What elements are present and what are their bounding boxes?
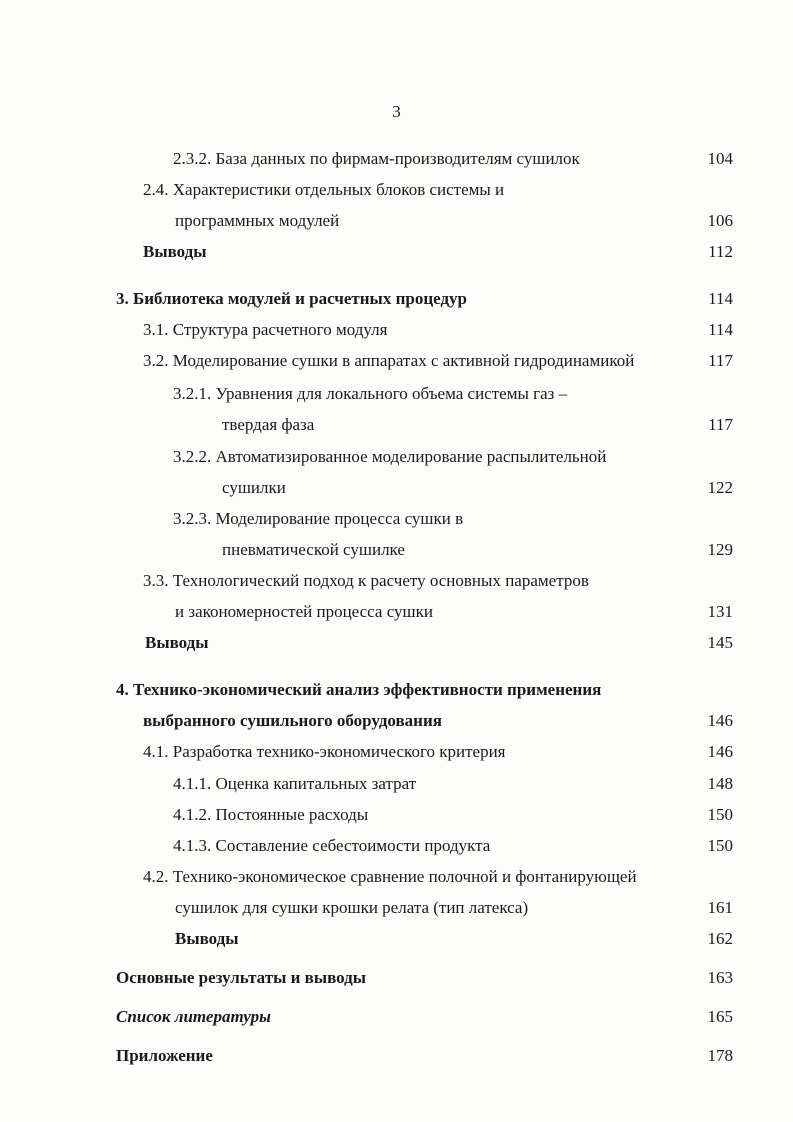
toc-entry-page: 165	[707, 1007, 733, 1026]
toc-entry-page: 129	[707, 540, 733, 559]
toc-entry-page: 161	[707, 898, 733, 917]
toc-entry-title-continued: пневматической сушилке	[222, 540, 405, 559]
toc-entry-title: 4.1.1. Оценка капитальных затрат	[173, 774, 417, 793]
toc-entry-page: 146	[707, 742, 733, 761]
toc-entry-title-continued: программных модулей	[175, 211, 340, 230]
toc-entry-page: 150	[707, 836, 733, 855]
toc-entry-title: Основные результаты и выводы	[116, 968, 367, 987]
toc-entry-title: 2.3.2. База данных по фирмам-производителям сушилок	[173, 149, 580, 168]
toc-entry-title-continued: выбранного сушильного оборудования	[143, 711, 442, 730]
toc-entry-page: 145	[707, 633, 733, 652]
toc-entry-title: 2.4. Характеристики отдельных блоков системы и	[143, 180, 505, 199]
toc-entry-title: Приложение	[116, 1046, 213, 1065]
toc-entry-page: 131	[707, 602, 733, 621]
toc-entry-page: 106	[707, 211, 733, 230]
toc-entry-title: 4.2. Технико-экономическое сравнение полочной и фонтанирующей	[143, 867, 637, 886]
toc-entry-title: 4. Технико-экономический анализ эффективности применения	[116, 680, 602, 699]
toc-entry-page: 146	[707, 711, 733, 730]
toc-entry-title: Выводы	[143, 242, 207, 261]
toc-entry-page: 148	[707, 774, 733, 793]
toc-entry-title: 3.1. Структура расчетного модуля	[143, 320, 388, 339]
toc-entry-title: Список литературы	[116, 1007, 271, 1026]
toc-entry-title: 3.2.3. Моделирование процесса сушки в	[173, 509, 464, 528]
toc-entry-page: 112	[708, 242, 733, 261]
toc-entry-page: 117	[708, 415, 733, 434]
toc-entry-title-continued: сушилки	[222, 478, 286, 497]
toc-entry-title: 4.1.3. Составление себестоимости продукта	[173, 836, 491, 855]
toc-entry-title-continued: сушилок для сушки крошки релата (тип латекса)	[175, 898, 529, 917]
toc-entry-title: 4.1. Разработка технико-экономического критерия	[143, 742, 506, 761]
toc-entry-title: 3.2. Моделирование сушки в аппаратах с активной гидродинамикой	[143, 351, 635, 370]
toc-entry-page: 114	[708, 289, 733, 308]
toc-entry-title: 3. Библиотека модулей и расчетных процедур	[116, 289, 467, 308]
toc-entry-page: 162	[707, 929, 733, 948]
toc-entry-title-continued: твердая фаза	[222, 415, 315, 434]
toc-entry-title: 3.3. Технологический подход к расчету основных параметров	[143, 571, 589, 590]
toc-entry-title-continued: и закономерностей процесса сушки	[175, 602, 433, 621]
toc-entry-page: 117	[708, 351, 733, 370]
toc-entry-page: 178	[707, 1046, 733, 1065]
toc-entry-title: 3.2.2. Автоматизированное моделирование распылительной	[173, 447, 607, 466]
toc-entry-title: 4.1.2. Постоянные расходы	[173, 805, 369, 824]
toc-entry-page: 163	[707, 968, 733, 987]
toc-entry-page: 122	[707, 478, 733, 497]
toc-entry-page: 150	[707, 805, 733, 824]
toc-entry-title: Выводы	[175, 929, 239, 948]
toc-entry-page: 114	[708, 320, 733, 339]
toc-entry-title: Выводы	[145, 633, 209, 652]
page-number: 3	[392, 102, 401, 121]
toc-entry-page: 104	[707, 149, 733, 168]
toc-entry-title: 3.2.1. Уравнения для локального объема системы газ –	[173, 384, 568, 403]
